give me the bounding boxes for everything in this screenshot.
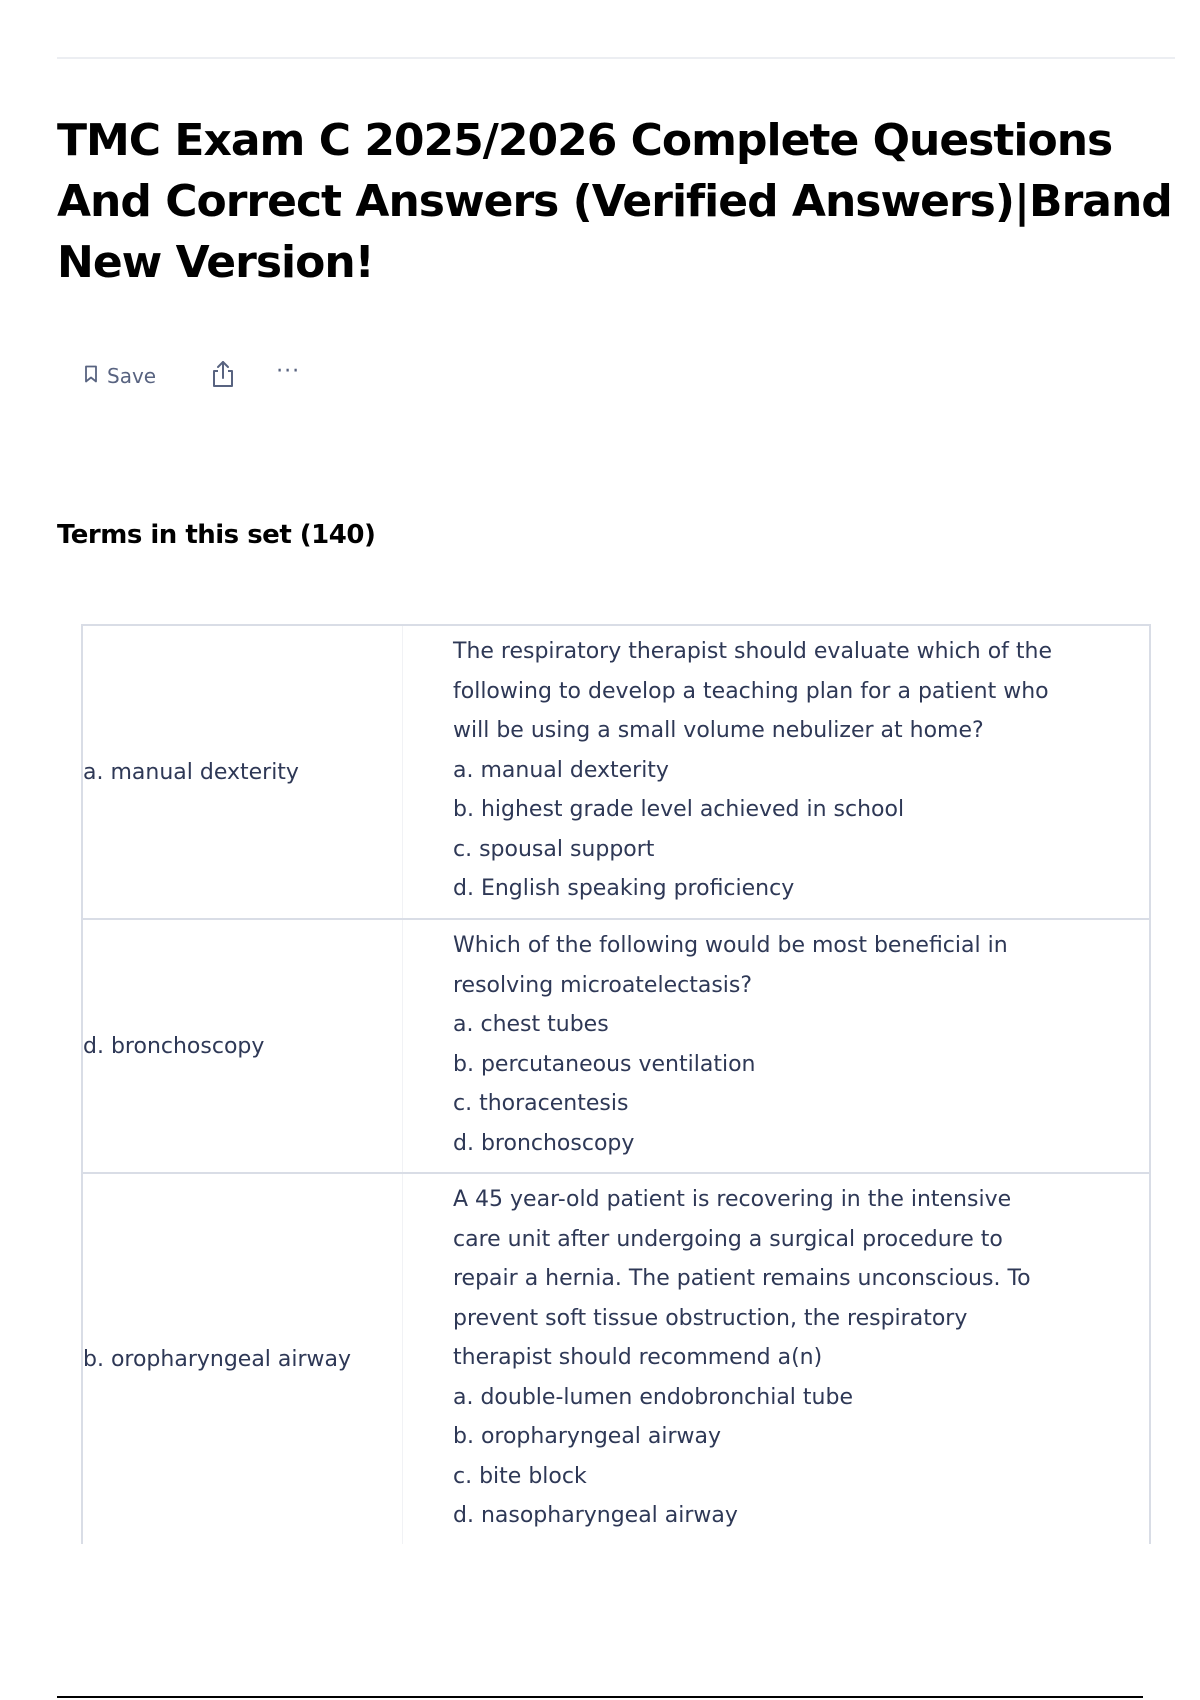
save-button[interactable] [84, 364, 156, 388]
definition-line: a. chest tubes [453, 1012, 609, 1037]
top-divider [57, 57, 1175, 59]
terms-count-heading: Terms in this set (140) [57, 520, 376, 550]
definition-line: resolving microatelectasis? [453, 972, 753, 998]
definition-line: d. nasopharyngeal airway [453, 1503, 738, 1528]
save-label: Save [107, 364, 157, 388]
definition-line: therapist should recommend a(n) [453, 1345, 823, 1370]
term-definition [403, 626, 1149, 918]
term-answer: a. manual dexterity [83, 626, 403, 918]
share-icon [210, 359, 236, 393]
definition-line: prevent soft tissue obstruction, the respiratory [453, 1305, 968, 1331]
definition-line: d. English speaking proficiency [453, 876, 795, 901]
more-options-button[interactable] [276, 359, 301, 390]
definition-line: b. percutaneous ventilation [453, 1051, 756, 1077]
definition-line: b. highest grade level achieved in school [453, 797, 905, 822]
definition-line: a. manual dexterity [453, 757, 669, 783]
bookmark-icon [84, 364, 98, 388]
definition-line: c. bite block [453, 1463, 587, 1489]
definition-line: Which of the following would be most beneficial in [453, 933, 1008, 958]
definition-line: The respiratory therapist should evaluate which of the [453, 639, 1052, 664]
definition-line: c. thoracentesis [453, 1091, 629, 1116]
more-icon: ··· [276, 359, 301, 384]
terms-table [81, 624, 1151, 1544]
term-answer: b. oropharyngeal airway [83, 1174, 403, 1544]
share-button[interactable] [210, 359, 236, 393]
page-title: TMC Exam C 2025/2026 Complete Questions And Correct Answers (Verified Answers)|Brand New Version! [57, 115, 1172, 288]
definition-line: A 45 year-old patient is recovering in the intensive [453, 1187, 1012, 1212]
definition-line: c. spousal support [453, 836, 655, 862]
definition-line: a. double-lumen endobronchial tube [453, 1384, 853, 1410]
term-card [81, 918, 1151, 1172]
term-definition [403, 1174, 1149, 1544]
definition-line: repair a hernia. The patient remains unconscious. To [453, 1266, 1031, 1291]
term-answer: d. bronchoscopy [83, 920, 403, 1172]
definition-line: d. bronchoscopy [453, 1130, 635, 1156]
definition-line: b. oropharyngeal airway [453, 1424, 722, 1449]
bottom-divider [57, 1696, 1143, 1698]
action-toolbar [84, 356, 300, 396]
term-definition [403, 920, 1149, 1172]
term-card [81, 624, 1151, 918]
term-card [81, 1172, 1151, 1544]
definition-line: care unit after undergoing a surgical procedure to [453, 1226, 1003, 1252]
definition-line: following to develop a teaching plan for a patient who [453, 678, 1049, 704]
definition-line: will be using a small volume nebulizer at home? [453, 718, 984, 743]
